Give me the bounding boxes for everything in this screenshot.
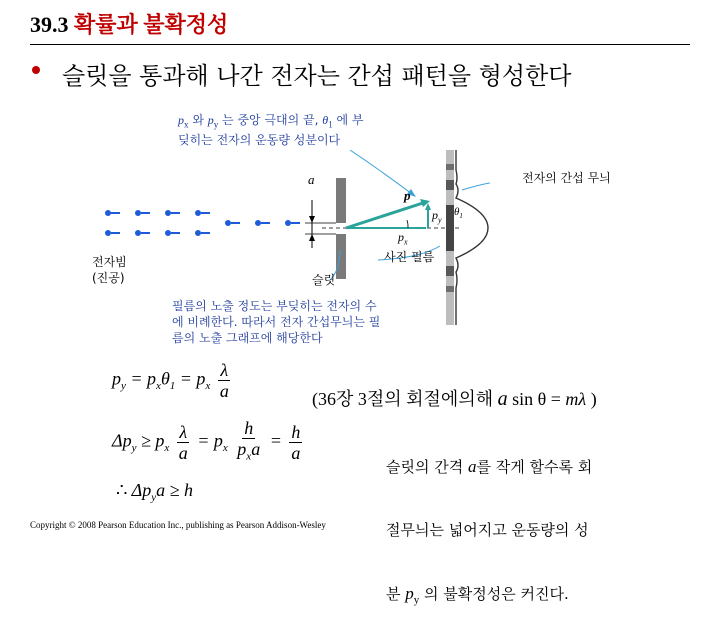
fraction-lambda-a: $\frac{\lambda}{a}$ bbox=[219, 360, 229, 401]
film-label: 사진 필름 bbox=[384, 250, 435, 264]
bullet-text: 슬릿을 통과해 나간 전자는 간섭 패턴을 형성한다 bbox=[62, 62, 572, 90]
exposure-note: 필름의 노출 정도는 부딪히는 전자의 수 에 비례한다. 따라서 전자 간섭무늬는 필 름의 노출 그래프에 해당한다 bbox=[172, 299, 381, 345]
film-bands bbox=[446, 164, 454, 292]
slit-barrier-bottom bbox=[336, 234, 346, 279]
intensity-profile bbox=[456, 150, 488, 325]
momentum-note: $p_x$ 와 $p_y$ 는 중앙 극대의 끝, $\theta_1$ 에 부 딪히는 전자의 운동량 성분이다 bbox=[178, 113, 364, 148]
slit-width-label: a bbox=[308, 172, 315, 187]
electron-beam bbox=[105, 210, 300, 236]
diffraction-reference: (36장 3절의 회절에의해 a sin θ = mλ ) bbox=[312, 388, 597, 410]
uncertainty-note: 슬릿의 간격 a를 작게 할수록 회 절무늬는 넓어지고 운동량의 성 분 $p_y$ 의 불확정성은 커진다. bbox=[386, 457, 593, 606]
momentum-label: p bbox=[404, 188, 411, 203]
beam-label: 전자빔 (진공) bbox=[92, 255, 127, 285]
slide-title bbox=[30, 8, 228, 39]
py-label: $p_y$ bbox=[432, 208, 442, 225]
equation-delta-py: $\Delta p_y \ge p_x$ $\frac{\lambda}{a}$ = $p_x$ $\frac{h}{p_xa}$ = $\frac{h}{a}$ bbox=[112, 418, 301, 463]
slit-label: 슬릿 bbox=[312, 273, 336, 287]
title-underline bbox=[30, 44, 690, 45]
section-number: 39.3 bbox=[30, 12, 69, 37]
equation-py: $p_y = p_x\theta_1 = p_x$ $\frac{\lambda}{a}$ bbox=[112, 360, 229, 401]
momentum-arrow bbox=[346, 202, 426, 228]
title-text: 확률과 불확정성 bbox=[74, 12, 229, 37]
equation-conclusion: ∴ $\Delta p_ya \ge h$ bbox=[116, 480, 193, 504]
slit-barrier-top bbox=[336, 178, 346, 223]
theta1-label: $\theta_1$ bbox=[454, 206, 463, 221]
bullet-icon bbox=[32, 66, 40, 74]
pattern-label: 전자의 간섭 무늬 bbox=[522, 171, 611, 185]
px-label: $p_x$ bbox=[398, 230, 408, 247]
copyright: Copyright © 2008 Pearson Education Inc., publishing as Pearson Addison-Wesley bbox=[30, 520, 326, 530]
